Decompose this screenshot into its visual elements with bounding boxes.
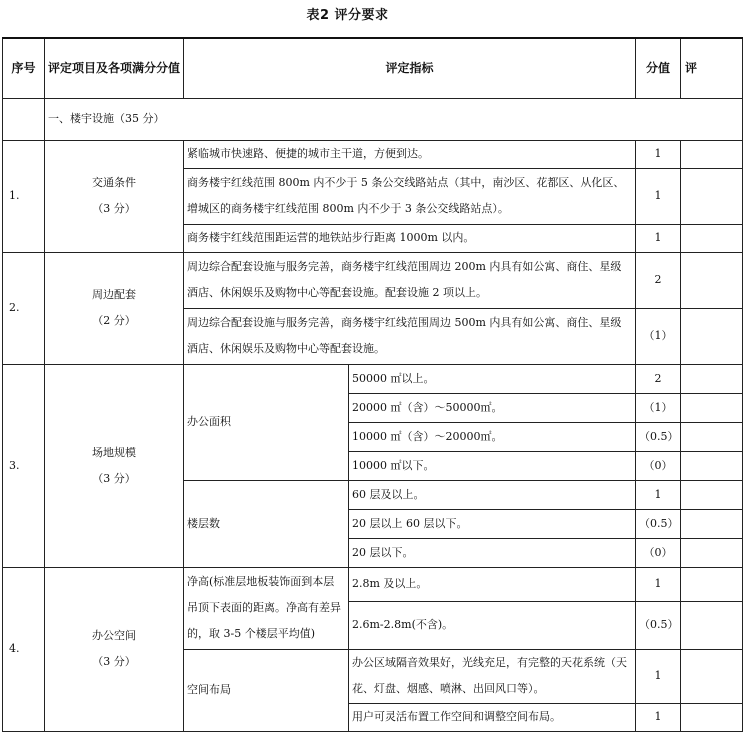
table-row bbox=[3, 140, 743, 168]
item-name: 周边配套 bbox=[92, 288, 136, 301]
header-no: 序号 bbox=[3, 38, 45, 98]
extra-cell bbox=[681, 393, 743, 422]
table-row bbox=[3, 252, 743, 308]
criteria-cell: 用户可灵活布置工作空间和调整空间布局。 bbox=[349, 703, 636, 731]
item-name: 交通条件 bbox=[92, 176, 136, 189]
row-number: 4. bbox=[3, 567, 45, 731]
extra-cell bbox=[681, 601, 743, 649]
score-cell: （0） bbox=[636, 451, 681, 480]
score-cell: （0.5） bbox=[636, 509, 681, 538]
item-name: 场地规模 bbox=[92, 445, 136, 459]
score-cell: （0.5） bbox=[636, 422, 681, 451]
item-cell bbox=[45, 140, 184, 252]
row-number: 2. bbox=[3, 252, 45, 364]
score-cell: （1） bbox=[636, 308, 681, 364]
header-extra: 评 bbox=[681, 38, 743, 98]
score-cell: 1 bbox=[636, 703, 681, 731]
row-number: 3. bbox=[3, 364, 45, 567]
section-empty bbox=[3, 98, 45, 140]
subitem-floors: 楼层数 bbox=[184, 480, 349, 567]
subitem-net-height: 净高(标准层地板装饰面到本层吊顶下表面的距离。净高有差异的，取 3-5 个楼层平均值) bbox=[184, 567, 349, 649]
extra-cell bbox=[681, 649, 743, 703]
section-row bbox=[3, 98, 743, 140]
extra-cell bbox=[681, 480, 743, 509]
criteria-cell: 60 层及以上。 bbox=[349, 480, 636, 509]
score-cell: 1 bbox=[636, 224, 681, 252]
criteria-cell: 2.8m 及以上。 bbox=[349, 567, 636, 601]
extra-cell bbox=[681, 451, 743, 480]
criteria-cell: 商务楼宇红线范围距运营的地铁站步行距离 1000m 以内。 bbox=[184, 224, 636, 252]
item-cell bbox=[45, 252, 184, 364]
extra-cell bbox=[681, 509, 743, 538]
score-cell: 1 bbox=[636, 168, 681, 224]
extra-cell bbox=[681, 538, 743, 567]
criteria-cell: 50000 ㎡以上。 bbox=[349, 364, 636, 393]
table-row bbox=[3, 567, 743, 601]
extra-cell bbox=[681, 308, 743, 364]
score-cell: 2 bbox=[636, 364, 681, 393]
header-score: 分值 bbox=[636, 38, 681, 98]
item-full-score: （3 分） bbox=[92, 471, 136, 485]
extra-cell bbox=[681, 168, 743, 224]
item-full-score: （3 分） bbox=[92, 202, 136, 215]
score-cell: （0） bbox=[636, 538, 681, 567]
extra-cell bbox=[681, 224, 743, 252]
criteria-cell: 商务楼宇红线范围 800m 内不少于 5 条公交线路站点（其中，南沙区、花都区、从化区、增城区的商务楼宇红线范围 800m 内不少于 3 条公交线路站点）。 bbox=[184, 168, 636, 224]
criteria-cell: 20 层以下。 bbox=[349, 538, 636, 567]
score-cell: 2 bbox=[636, 252, 681, 308]
item-cell bbox=[45, 364, 184, 567]
header-item: 评定项目及各项满分分值 bbox=[45, 38, 184, 98]
row-number: 1. bbox=[3, 140, 45, 252]
criteria-cell: 20000 ㎡（含）～50000㎡。 bbox=[349, 393, 636, 422]
table-title: 表2 评分要求 bbox=[306, 8, 389, 23]
criteria-cell: 2.6m-2.8m(不含)。 bbox=[349, 601, 636, 649]
table-row bbox=[3, 364, 743, 393]
criteria-cell: 办公区域隔音效果好，光线充足，有完整的天花系统（天花、灯盘、烟感、喷淋、出回风口等）。 bbox=[349, 649, 636, 703]
score-cell: （1） bbox=[636, 393, 681, 422]
criteria-cell: 紧临城市快速路、便捷的城市主干道，方便到达。 bbox=[184, 140, 636, 168]
item-full-score: （2 分） bbox=[92, 314, 136, 327]
section-title: 一、楼宇设施（35 分） bbox=[45, 98, 743, 140]
item-name: 办公空间 bbox=[92, 629, 136, 642]
extra-cell bbox=[681, 567, 743, 601]
criteria-cell: 10000 ㎡以下。 bbox=[349, 451, 636, 480]
criteria-cell: 20 层以上 60 层以下。 bbox=[349, 509, 636, 538]
item-full-score: （3 分） bbox=[92, 655, 136, 668]
header-criteria: 评定指标 bbox=[184, 38, 636, 98]
extra-cell bbox=[681, 422, 743, 451]
criteria-cell: 10000 ㎡（含）～20000㎡。 bbox=[349, 422, 636, 451]
score-cell: 1 bbox=[636, 480, 681, 509]
extra-cell bbox=[681, 140, 743, 168]
score-cell: （0.5） bbox=[636, 601, 681, 649]
extra-cell bbox=[681, 703, 743, 731]
extra-cell bbox=[681, 252, 743, 308]
item-cell bbox=[45, 567, 184, 731]
criteria-cell: 周边综合配套设施与服务完善，商务楼宇红线范围周边 200m 内具有如公寓、商住、星级酒店、休闲娱乐及购物中心等配套设施。配套设施 2 项以上。 bbox=[184, 252, 636, 308]
score-cell: 1 bbox=[636, 649, 681, 703]
subitem-office-area: 办公面积 bbox=[184, 364, 349, 480]
score-cell: 1 bbox=[636, 140, 681, 168]
subitem-space-layout: 空间布局 bbox=[184, 649, 349, 731]
criteria-cell: 周边综合配套设施与服务完善，商务楼宇红线范围周边 500m 内具有如公寓、商住、星级酒店、休闲娱乐及购物中心等配套设施。 bbox=[184, 308, 636, 364]
header-row bbox=[3, 38, 743, 98]
scoring-table bbox=[2, 37, 743, 732]
score-cell: 1 bbox=[636, 567, 681, 601]
extra-cell bbox=[681, 364, 743, 393]
